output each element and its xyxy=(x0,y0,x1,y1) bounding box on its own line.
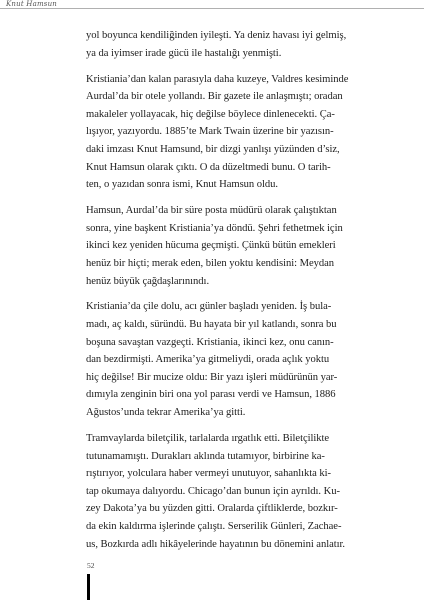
paragraph-4 xyxy=(86,298,366,421)
text-line: tutunamamıştı. Durakları aklında tutamıyor, birbirine ka- xyxy=(86,450,325,462)
text-line: Kristiania’da çile dolu, acı günler başladı yeniden. İş bula- xyxy=(86,301,332,313)
text-line: dan bezdirmişti. Amerika’ya gitmeliydi, orada açlık yoktu xyxy=(86,354,330,366)
text-line: sonra, yine başkent Kristiania’ya döndü. Şehri fethetmek için xyxy=(86,222,343,234)
text-line: ya da iyimser irade gücü ile hastalığı yenmişti. xyxy=(86,47,282,59)
text-line: henüz bir hiçti; merak eden, bilen yoktu kendisini: Meydan xyxy=(86,257,335,269)
text-line: makaleler yollayacak, hiç değilse böylece dinlenecekti. Ça- xyxy=(86,108,335,120)
paragraph-3 xyxy=(86,202,366,290)
text-line: rıştırıyor, yolculara haber vermeyi unutuyor, sahanlıkta ki- xyxy=(86,468,332,480)
paragraph-5 xyxy=(86,430,366,553)
text-line: tap okumaya dalıyordu. Chicago’dan bunun için ayrıldı. Ku- xyxy=(86,485,340,497)
text-line: Ağustos’unda tekrar Amerika’ya gitti. xyxy=(86,407,246,419)
text-line: hiç değilse! Bir mucize oldu: Bir yazı işleri müdürünün yar- xyxy=(86,371,338,383)
text-line: zey Dakota’ya bu yüzden gitti. Oralarda çiftliklerde, bozkır- xyxy=(86,503,338,515)
text-line: Aurdal’da bir otele yollandı. Bir gazete ile anlaşmıştı; oradan xyxy=(86,91,343,103)
text-line: Knut Hamsun olarak çıktı. O da düzeltmedi bunu. O tarih- xyxy=(86,161,331,173)
text-line: Kristiania’dan kalan parasıyla daha kuzeye, Valdres kesiminde xyxy=(86,73,349,85)
text-line: daki imzası Knut Hamsund, bir dizgi yanlışı yüzünden d’siz, xyxy=(86,143,340,155)
paragraph-1 xyxy=(86,27,366,62)
text-line: Hamsun, Aurdal’da bir süre posta müdürü olarak çalıştıktan xyxy=(86,205,337,217)
running-head: Knut Hamsun xyxy=(6,0,58,8)
header-rule xyxy=(0,8,424,9)
text-line: boşuna savaştan vazgeçti. Kristiania, ikinci kez, onu canın- xyxy=(86,336,334,348)
page-number: 52 xyxy=(87,561,95,570)
text-line: Tramvaylarda biletçilik, tarlalarda ırgatlık etti. Biletçilikte xyxy=(86,433,330,445)
text-line: ikinci kez yeniden hücuma geçmişti. Çünkü bütün emekleri xyxy=(86,240,336,252)
paragraph-2 xyxy=(86,71,366,194)
body-text xyxy=(86,27,366,553)
binding-edge-bar xyxy=(87,574,90,600)
text-line: madı, aç kaldı, süründü. Bu hayata bir yıl katlandı, sonra bu xyxy=(86,319,337,331)
text-line: da ekin kaldırma işlerinde çalıştı. Serserilik Günleri, Zachae- xyxy=(86,521,342,532)
text-line: us, Bozkırda adlı hikâyelerinde hayatının bu dönemini anlatır. xyxy=(86,538,346,550)
text-line: lışıyor, yazıyordu. 1885’te Mark Twain üzerine bir yazısın- xyxy=(86,126,334,138)
text-line: henüz büyük çağdaşlarınındı. xyxy=(86,275,210,287)
text-line: yol boyunca kendiliğinden iyileşti. Ya deniz havası iyi gelmiş, xyxy=(86,30,347,41)
text-line: dımıyla zenginin biri ona yol parası verdi ve Hamsun, 1886 xyxy=(86,389,336,401)
text-line: ten, o yazıdan sonra ismi, Knut Hamsun oldu. xyxy=(86,179,278,191)
